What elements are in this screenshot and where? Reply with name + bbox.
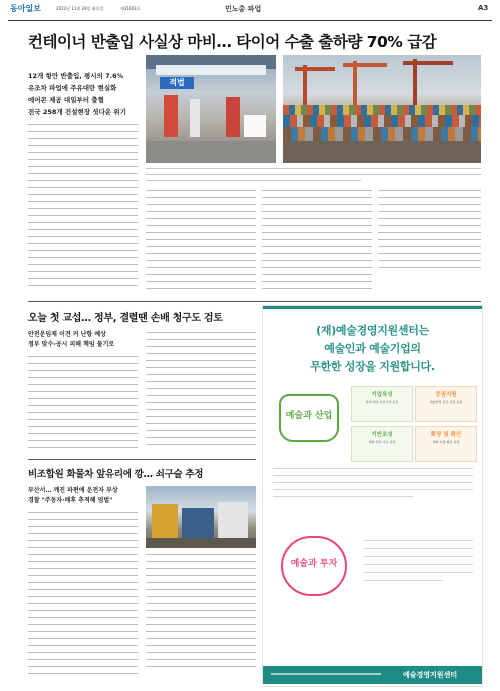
deck-line: 전국 258개 건설현장 셧다운 위기: [28, 108, 126, 116]
story-divider: [28, 459, 256, 460]
photo-caption: [146, 166, 481, 184]
gas-station-photo: [146, 55, 276, 163]
newspaper-logo: 동아일보: [10, 3, 41, 13]
brand2-label: 예술과 투자: [290, 559, 338, 569]
deck-line: 경찰 "주동자·배후 추적해 엄벌": [28, 497, 113, 504]
ad-headline: (재)예술경영지원센터는: [316, 324, 429, 337]
page-number: A3: [478, 4, 489, 12]
info-box-sub: 예술산업 전문 증권 운용: [429, 400, 463, 404]
masthead-rule: [8, 20, 492, 21]
info-box-2: [415, 386, 477, 422]
top-headline: 컨테이너 반출입 사실상 마비… 타이어 수출 출하량 70% 급감: [28, 33, 437, 51]
info-box-4: [415, 426, 477, 462]
top-article-col: [146, 188, 256, 295]
deck-line: 안전운임제 이견 커 난항 예상: [28, 331, 106, 338]
top-article-col: [28, 120, 138, 295]
info-box-title: 확장 및 확산: [430, 432, 462, 438]
top-deck: [28, 70, 128, 118]
story1-body: [146, 330, 256, 454]
info-box-title: 기업육성: [371, 392, 393, 398]
top-article-col: [378, 188, 481, 295]
deck-line: 에어콘 제공 대일부터 출혈: [28, 96, 104, 104]
ad-footer-bar: [263, 666, 482, 684]
info-box-title: 증권지원: [435, 392, 457, 398]
deck-line: 부산서… 깨진 파편에 운전자 부상: [28, 487, 118, 494]
info-box-sub: 협업·상담·교육 지원: [368, 440, 396, 444]
story1-body: [28, 354, 138, 454]
advertisement: [262, 305, 483, 687]
deck-line: 정부 맞수-공시 피해 책임 물기로: [28, 341, 115, 348]
issue-number: 제31603호: [120, 6, 141, 11]
truck-street-photo: [146, 486, 256, 548]
art-industry-logo: [273, 384, 345, 456]
deck-line: 유조차 파업에 주유대란 현실화: [28, 84, 117, 92]
info-box-title: 기반조성: [371, 432, 393, 438]
ad-description: [273, 466, 473, 516]
story2-deck: [28, 486, 148, 506]
story2-body: [146, 552, 256, 682]
brand1-label: 예술과 산업: [285, 411, 333, 421]
issue-date: 2022년 11월 29일 화요일: [56, 6, 104, 11]
port-photo: [283, 55, 481, 163]
info-box-1: [351, 386, 413, 422]
section-divider: [28, 301, 481, 302]
ad-top-bar: [263, 306, 482, 309]
ad-line2: 예술인과 예술기업의: [324, 342, 421, 355]
masthead: [0, 0, 500, 22]
info-box-sub: 창업·예비 유망기업 육성: [365, 400, 399, 404]
top-article-col: [262, 188, 372, 295]
story2-headline: 비조합원 화물차 앞유리에 깡… 쇠구슬 추정: [28, 469, 204, 480]
story2-body: [28, 510, 138, 682]
ad-line3: 무한한 성장을 지원합니다.: [310, 360, 435, 373]
deck-line: 12개 항만 반출입, 평시의 7.6%: [28, 72, 124, 80]
ad-investment-text: [363, 538, 473, 598]
section-title: 민노총 파업: [225, 5, 262, 13]
ad-footer-org: 예술경영지원센터: [403, 671, 458, 679]
story1-deck: [28, 330, 148, 350]
art-investment-logo: [277, 528, 355, 606]
story1-headline: 오늘 첫 교섭… 정부, 결렬땐 손배 청구도 검토: [28, 313, 223, 324]
info-box-3: [351, 426, 413, 462]
station-sign: 적법: [169, 78, 185, 87]
info-box-sub: 해외 시장 확장 지원: [432, 440, 460, 444]
